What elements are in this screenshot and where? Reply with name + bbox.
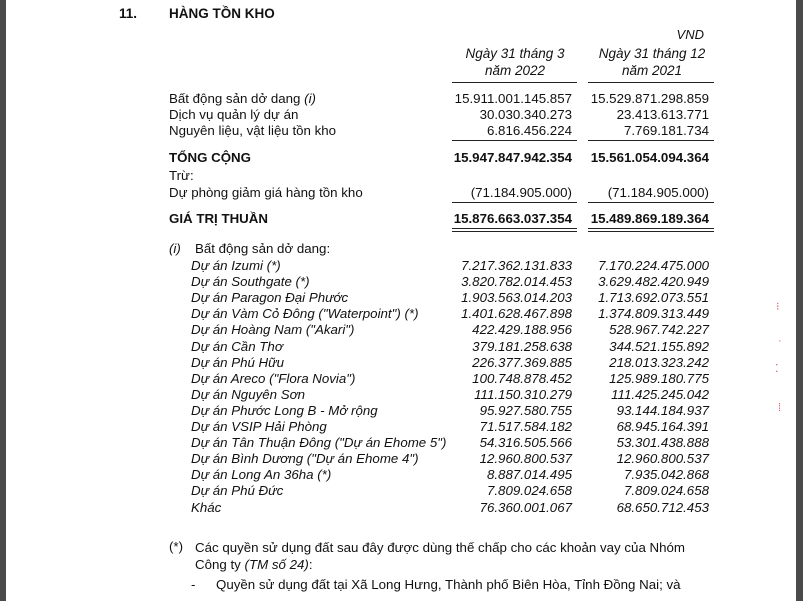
project-value-2021: 7.935.042.868 xyxy=(623,467,709,483)
project-value-2022: 379.181.258.638 xyxy=(472,338,572,354)
project-value-2021: 344.521.155.892 xyxy=(609,338,709,354)
document-page xyxy=(6,0,796,601)
net-row xyxy=(6,211,796,227)
project-name: Dự án Phước Long B - Mở rộng xyxy=(191,402,378,418)
project-row xyxy=(6,274,796,290)
subtotal-rule xyxy=(588,140,714,141)
total-2022: 15.947.847.942.354 xyxy=(453,150,572,165)
project-value-2022: 1.903.563.014.203 xyxy=(461,290,572,306)
project-row xyxy=(6,371,796,387)
header-underline xyxy=(452,82,577,83)
stamp-mark: · xyxy=(778,335,782,347)
double-rule-bottom xyxy=(452,231,577,232)
column-header-line: năm 2022 xyxy=(484,63,546,78)
project-name: Dự án Tân Thuận Đông ("Dự án Ehome 5") xyxy=(191,435,447,451)
project-row xyxy=(6,387,796,403)
section-number: 11. xyxy=(119,6,138,21)
project-value-2021: 93.144.184.937 xyxy=(616,402,709,418)
bullet-text: Quyền sử dụng đất tại Xã Long Hưng, Thành phố Biên Hòa, Tỉnh Đồng Nai; và xyxy=(216,577,681,592)
project-value-2021: 12.960.800.537 xyxy=(616,451,709,467)
stamp-mark: ⁚ xyxy=(775,363,779,375)
project-row xyxy=(6,322,796,338)
project-row xyxy=(6,258,796,274)
project-value-2022: 71.517.584.182 xyxy=(479,419,572,434)
provision-2021: (71.184.905.000) xyxy=(607,185,709,200)
project-value-2022: 226.377.369.885 xyxy=(472,354,572,370)
project-name: Dự án Hoàng Nam ("Akari") xyxy=(191,322,355,338)
project-row xyxy=(6,355,796,371)
value-2022: 6.816.456.224 xyxy=(486,123,572,138)
project-value-2022: 1.401.628.467.898 xyxy=(461,306,572,322)
double-rule-top xyxy=(588,228,714,229)
table-row xyxy=(6,91,796,107)
project-row xyxy=(6,290,796,306)
project-value-2022: 7.809.024.658 xyxy=(486,483,572,499)
less-row xyxy=(6,168,796,184)
project-row xyxy=(6,451,796,467)
note-mark: (*) xyxy=(169,539,184,554)
subtotal-rule xyxy=(588,202,714,203)
stamp-mark: ⁞ xyxy=(778,402,782,414)
project-row xyxy=(6,419,796,435)
project-name: Dự án Izumi (*) xyxy=(191,258,281,273)
total-2021: 15.561.054.094.364 xyxy=(590,150,709,165)
detail-heading-text: Bất động sản dở dang: xyxy=(195,241,331,256)
project-row xyxy=(6,500,796,516)
project-row xyxy=(6,467,796,483)
column-header-line: Ngày 31 tháng 12 xyxy=(598,46,706,61)
detail-heading xyxy=(6,241,796,257)
project-name: Dự án Southgate (*) xyxy=(191,274,310,290)
value-2021: 23.413.613.771 xyxy=(616,107,709,122)
project-value-2021: 111.425.245.042 xyxy=(611,386,709,402)
value-2021: 7.769.181.734 xyxy=(623,123,709,138)
project-row xyxy=(6,403,796,419)
project-value-2021: 1.374.809.313.449 xyxy=(598,306,709,322)
project-value-2022: 3.820.782.014.453 xyxy=(461,274,572,290)
project-value-2021: 68.650.712.453 xyxy=(616,499,709,515)
project-value-2022: 95.927.580.755 xyxy=(479,402,572,418)
row-label: Nguyên liệu, vật liệu tồn kho xyxy=(169,123,337,138)
project-value-2022: 422.429.188.956 xyxy=(472,322,572,338)
project-value-2021: 7.170.224.475.000 xyxy=(598,258,709,273)
project-value-2022: 7.217.362.131.833 xyxy=(461,258,572,273)
project-value-2021: 68.945.164.391 xyxy=(616,419,709,434)
project-value-2021: 53.301.438.888 xyxy=(616,435,709,451)
value-2022: 30.030.340.273 xyxy=(479,107,572,122)
value-2022: 15.911.001.145.857 xyxy=(454,91,572,106)
project-value-2022: 8.887.014.495 xyxy=(486,467,572,483)
provision-label: Dự phòng giảm giá hàng tồn kho xyxy=(169,185,363,200)
less-label: Trừ: xyxy=(169,168,194,183)
column-header-line: Ngày 31 tháng 3 xyxy=(465,46,565,61)
double-rule-bottom xyxy=(588,231,714,232)
column-header-line: năm 2021 xyxy=(621,63,683,78)
table-row xyxy=(6,107,796,123)
table-row xyxy=(6,123,796,139)
bullet-dash: - xyxy=(191,577,196,592)
project-name: Dự án Phú Hữu xyxy=(191,354,284,370)
project-name: Dự án Bình Dương ("Dự án Ehome 4") xyxy=(191,451,419,467)
stamp-mark: ⁝ xyxy=(776,301,780,313)
project-value-2021: 218.013.323.242 xyxy=(609,354,709,370)
subtotal-rule xyxy=(452,140,577,141)
net-label: GIÁ TRỊ THUẦN xyxy=(169,211,268,226)
project-name: Dự án Nguyên Sơn xyxy=(191,386,306,402)
project-name: Dự án Cần Thơ xyxy=(191,338,283,354)
project-value-2022: 111.150.310.279 xyxy=(474,386,572,402)
project-value-2021: 528.967.742.227 xyxy=(609,322,709,338)
provision-2022: (71.184.905.000) xyxy=(470,185,572,200)
subtotal-rule xyxy=(452,202,577,203)
project-value-2021: 1.713.692.073.551 xyxy=(598,290,709,306)
total-label: TỔNG CỘNG xyxy=(169,150,251,165)
project-name: Dự án Paragon Đại Phước xyxy=(191,290,349,306)
project-value-2021: 3.629.482.420.949 xyxy=(598,274,709,290)
detail-mark: (i) xyxy=(169,241,181,256)
column-header-2021 xyxy=(588,45,716,79)
project-value-2022: 54.316.505.566 xyxy=(479,435,572,451)
project-name: Dự án Vàm Cỏ Đông ("Waterpoint") (*) xyxy=(191,306,419,322)
project-value-2022: 76.360.001.067 xyxy=(479,499,572,515)
project-row xyxy=(6,339,796,355)
net-2022: 15.876.663.037.354 xyxy=(453,211,572,226)
project-name: Dự án Long An 36ha (*) xyxy=(191,467,332,483)
header-underline xyxy=(588,82,714,83)
column-header-2022 xyxy=(450,45,580,79)
project-value-2022: 12.960.800.537 xyxy=(479,451,572,467)
project-value-2022: 100.748.878.452 xyxy=(472,370,572,386)
total-row xyxy=(6,150,796,166)
project-name: Khác xyxy=(191,499,222,515)
project-value-2021: 7.809.024.658 xyxy=(623,483,709,499)
currency-label: VND xyxy=(676,27,704,42)
row-label: Bất động sản dở dang (i) xyxy=(169,91,316,106)
project-row xyxy=(6,483,796,499)
note-text: Các quyền sử dụng đất sau đây được dùng thế chấp cho các khoản vay của Nhóm Công ty (TM số 24): xyxy=(195,540,685,572)
project-value-2021: 125.989.180.775 xyxy=(609,370,709,386)
value-2021: 15.529.871.298.859 xyxy=(590,91,709,106)
project-row xyxy=(6,306,796,322)
row-label: Dịch vụ quản lý dự án xyxy=(169,107,299,122)
double-rule-top xyxy=(452,228,577,229)
project-row xyxy=(6,435,796,451)
provision-row xyxy=(6,185,796,201)
section-title: HÀNG TỒN KHO xyxy=(169,6,275,21)
project-name: Dự án Phú Đức xyxy=(191,483,284,499)
project-name: Dự án VSIP Hải Phòng xyxy=(191,419,327,434)
project-name: Dự án Areco ("Flora Novia") xyxy=(191,370,356,386)
net-2021: 15.489.869.189.364 xyxy=(590,211,709,226)
